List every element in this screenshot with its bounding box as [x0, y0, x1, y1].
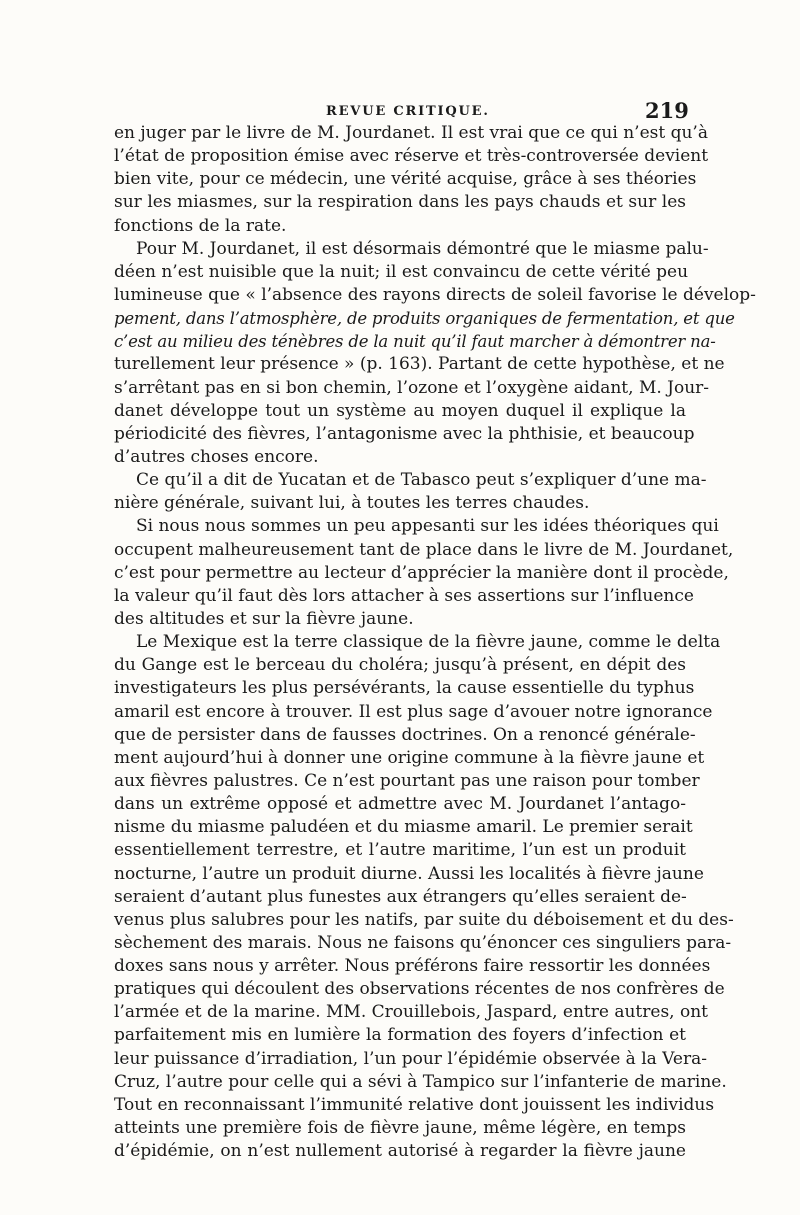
text-line: nisme du miasme paludéen et du miasme amaril. Le premier serait	[114, 817, 693, 838]
text-line: lumineuse que « l’absence des rayons directs de soleil favorise le dévelop-	[114, 284, 756, 305]
text-line: aux fièvres palustres. Ce n’est pourtant pas une raison pour tomber	[114, 770, 700, 791]
text-line: parfaitement mis en lumière la formation des foyers d’infection et	[114, 1025, 686, 1046]
text-line: leur puissance d’irradiation, l’un pour l’épidémie observée à la Vera-	[114, 1048, 707, 1069]
text-line: pratiques qui découlent des observations récentes de nos confrères de	[114, 979, 725, 1000]
text-line: l’état de proposition émise avec réserve et très-controversée devient	[114, 146, 709, 167]
text-line: sèchement des marais. Nous ne faisons qu’énoncer ces singuliers para-	[114, 932, 732, 953]
text-line: ment aujourd’hui à donner une origine commune à la fièvre jaune et	[114, 747, 705, 768]
text-line: bien vite, pour ce médecin, une vérité acquise, grâce à ses théories	[114, 169, 697, 190]
text-line: déen n’est nuisible que la nuit; il est convaincu de cette vérité peu	[114, 261, 689, 282]
text-line: doxes sans nous y arrêter. Nous préférons faire ressortir les données	[114, 956, 711, 977]
text-line: Le Mexique est la terre classique de la fièvre jaune, comme le delta	[136, 632, 721, 653]
text-line: dans un extrême opposé et admettre avec M. Jourdanet l’antago-	[114, 794, 686, 815]
text-line: atteints une première fois de fièvre jaune, même légère, en temps	[114, 1118, 686, 1139]
text-line: nière générale, suivant lui, à toutes les terres chaudes.	[114, 493, 590, 514]
text-line: Cruz, l’autre pour celle qui a sévi à Tampico sur l’infanterie de marine.	[114, 1071, 727, 1092]
text-line: Pour M. Jourdanet, il est désormais démontré que le miasme palu-	[136, 238, 709, 259]
text-line: Tout en reconnaissant l’immunité relative dont jouissent les individus	[114, 1094, 715, 1115]
text-line: danet développe tout un système au moyen duquel il explique la	[114, 400, 686, 421]
text-line: Ce qu’il a dit de Yucatan et de Tabasco peut s’expliquer d’une ma-	[136, 470, 707, 491]
text-line: seraient d’autant plus funestes aux étrangers qu’elles seraient de-	[114, 886, 687, 907]
page-number: 219	[645, 98, 689, 123]
text-line: périodicité des fièvres, l’antagonisme avec la phthisie, et beaucoup	[114, 423, 695, 444]
text-line: essentiellement terrestre, et l’autre maritime, l’un est un produit	[114, 840, 686, 861]
text-line: occupent malheureusement tant de place dans le livre de M. Jourdanet,	[114, 539, 734, 560]
text-line: l’armée et de la marine. MM. Crouillebois, Jaspard, entre autres, ont	[114, 1002, 708, 1023]
text-line: amaril est encore à trouver. Il est plus sage d’avouer notre ignorance	[114, 701, 713, 722]
text-line: que de persister dans de fausses doctrines. On a renoncé générale-	[114, 724, 696, 745]
running-head	[0, 98, 800, 122]
text-line: investigateurs les plus persévérants, la cause essentielle du typhus	[114, 678, 695, 699]
text-line: Si nous nous sommes un peu appesanti sur les idées théoriques qui	[136, 516, 719, 537]
text-line: c’est au milieu des ténèbres de la nuit qu’il faut marcher à démontrer na-	[114, 332, 716, 352]
running-title: REVUE CRITIQUE.	[326, 104, 490, 119]
body-text	[114, 122, 756, 1163]
text-line: des altitudes et sur la fièvre jaune.	[114, 608, 414, 629]
text-line: d’épidémie, on n’est nullement autorisé à regarder la fièvre jaune	[114, 1141, 686, 1162]
text-line: d’autres choses encore.	[114, 446, 319, 467]
text-line: nocturne, l’autre un produit diurne. Aussi les localités à fièvre jaune	[114, 863, 704, 884]
text-line: venus plus salubres pour les natifs, par suite du déboisement et du des-	[114, 909, 734, 930]
text-line: du Gange est le berceau du choléra; jusqu’à présent, en dépit des	[114, 655, 686, 676]
text-line: s’arrêtant pas en si bon chemin, l’ozone et l’oxygène aidant, M. Jour-	[114, 377, 710, 398]
text-line: fonctions de la rate.	[114, 215, 287, 236]
text-line: sur les miasmes, sur la respiration dans les pays chauds et sur les	[114, 192, 686, 213]
text-line: turellement leur présence » (p. 163). Partant de cette hypothèse, et ne	[114, 354, 725, 375]
text-line: c’est pour permettre au lecteur d’apprécier la manière dont il procède,	[114, 562, 729, 583]
text-line: pement, dans l’atmosphère, de produits organiques de fermentation, et que	[114, 309, 735, 329]
text-line: en juger par le livre de M. Jourdanet. Il est vrai que ce qui n’est qu’à	[114, 123, 708, 143]
text-line: la valeur qu’il faut dès lors attacher à ses assertions sur l’influence	[114, 585, 694, 606]
